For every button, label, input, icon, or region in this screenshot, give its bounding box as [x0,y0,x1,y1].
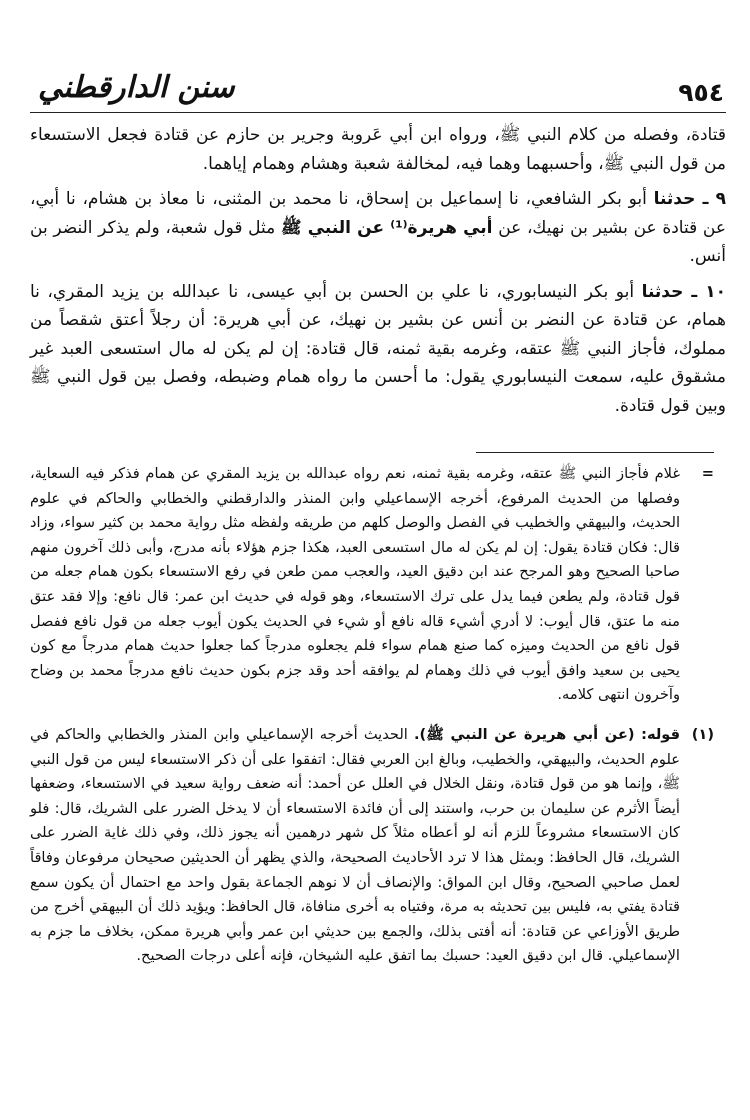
footnote-1-body [30,723,680,969]
page [30,68,726,420]
hadith-9-text-2: مثل قول شعبة، ولم يذكر النضر بن أنس. [30,217,726,266]
hadith-9-bold: أبي هريرة⁽¹⁾ عن النبي ﷺ [280,217,493,238]
page-number: ٩٥٤ [678,78,724,107]
intro-paragraph: قتادة، وفصله من كلام النبي ﷺ، ورواه ابن أبي عَروبة وجرير بن حازم عن قتادة فجعل الاستسعاء من قول النبي ﷺ، وأحسبهما وهما فيه، لمخالفة شعبة وهشام وهمام إياهما. [30,125,726,174]
footnote-1 [30,723,714,969]
footnote-separator [476,452,714,453]
hadith-10-lead: ١٠ ـ حدثنا [641,281,726,302]
page-header [30,68,726,113]
running-title: سنن الدارقطني [38,70,235,105]
continuation-marker: = [701,465,714,482]
hadith-9-text: أبو بكر الشافعي، نا إسماعيل بن إسحاق، نا محمد بن المثنى، نا معاذ بن هشام، نا أبي، عن قتادة عن بشير بن نهيك، عن [30,189,727,238]
footnote-continuation [30,462,714,708]
main-text [30,121,726,420]
hadith-9-lead: ٩ ـ حدثنا [653,189,727,209]
footnote-1-label: قوله: (عن أبي هريرة عن النبي ﷺ). [414,726,681,743]
footnote-1-text: الحديث أخرجه الإسماعيلي وابن المنذر والخطابي والحاكم في علوم الحديث، والبيهقي، والخطيب، وبالغ ابن العربي فقال: اتفقوا على أن ذكر الاستسعاء ليس من قول النبي ﷺ، وإنما هو من قول قتادة، ونقل الخلال في العلل عن أحمد: أنه ضعف رواية سعيد في الاستسعاء، وضعفها أيضاً الأثرم عن سليمان بن حرب، واستند إلى أن فائدة الاستسعاء أن لا يدخل الضرر على الشريك، قال: فلو كان الاستسعاء مشروعاً للزم أنه لو أعطاه مثلاً كل شهر درهمين أنه يجوز ذلك، وفي ذلك غاية الضرر على الشريك، قال الحافظ: وبمثل هذا لا ترد الأحاديث الصحيحة، والذي يظهر أن الحديثين صحيحان مرفوعان وفاقاً لعمل صاحبي الصحيح، وقال ابن المواق: والإنصاف أن لا نوهم الجماعة بقول واحد مع احتمال أن يكون سمع قتادة يفتي به، فليس بين تحديثه به مرة، وفتياه به أخرى منافاة، قال الحافظ: ويؤيد ذلك أن البيهقي أخرج من طريق الأوزاعي عن قتادة: أنه أفتى بذلك، والجمع بين حديثي ابن عمر وأبي هريرة ممكن، بخلاف ما جزم به الإسماعيلي. قال ابن دقيق العيد: حسبك بما اتفق عليه الشيخان، فإنه أعلى درجات الصحيح. [30,726,680,965]
continuation-text: غلام فأجاز النبي ﷺ عتقه، وغرمه بقية ثمنه، نعم رواه عبدالله بن يزيد المقري عن همام فذكر فيه السعاية، وفصلها من الحديث المرفوع، أخرجه الإسماعيلي وابن المنذر والدارقطني والخطابي والحاكم في علوم الحديث، والبيهقي والخطيب في الفصل والوصل كلهم من طريقه ولفظه مثل رواية محمد بن كثير سواء، وزاد قال: فكان قتادة يقول: إن لم يكن له مال استسعى العبد، هكذا جزم هؤلاء بأنه مدرج، وأبى ذلك آخرون منهم صاحبا الصحيح وهو المرجح عند ابن دقيق العيد، والعجب ممن طعن في رفع الاستسعاء بكون همام جعله من قول قتادة، ولم يطعن فيما يدل على ترك الاستسعاء، وهو قوله في حديث ابن عمر: قال نافع: وإلا فقد عتق منه ما عتق، قال أيوب: لا أدري أشيء قاله نافع أو شيء في الحديث يكون أيوب جعله من قول نافع ففصل قول نافع من الحديث وميزه كما صنع همام سواء فلم يجعلوه مدرجاً كما جعلوا حديث همام مدرجاً مع كون يحيى بن سعيد وافق أيوب في ذلك وهمام لم يوافقه أحد وقد جزم بكون حديث نافع مدرجاً محمد بن وضاح وآخرون انتهى كلامه. [30,465,680,704]
hadith-10 [30,278,726,421]
footnote-1-marker: (١) [691,726,714,743]
hadith-10-text: أبو بكر النيسابوري، نا علي بن الحسن بن أبي عيسى، نا عبدالله بن يزيد المقري، نا همام، عن قتادة عن النضر بن أنس عن بشير بن نهيك، عن أبي هريرة: أن رجلاً أعتق شقصاً من مملوك، فأجاز النبي ﷺ عتقه، وغرمه بقية ثمنه، قال قتادة: إن لم يكن له مال استسعى العبد غير مشقوق عليه، سمعت النيسابوري يقول: ما أحسن ما رواه همام وضبطه، وفصل بين قول النبي ﷺ وبين قول قتادة. [30,281,726,416]
hadith-9 [30,185,726,271]
